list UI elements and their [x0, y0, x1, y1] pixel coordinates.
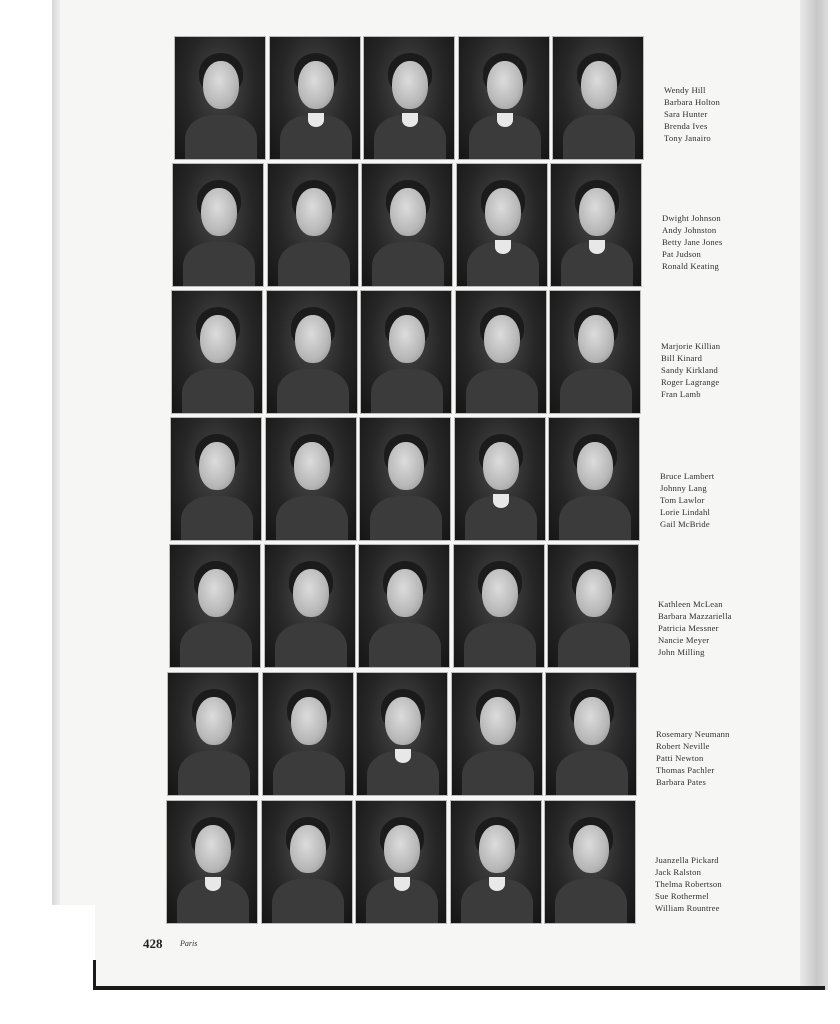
portrait-face	[480, 697, 516, 745]
portrait-collar	[589, 240, 605, 254]
portrait-torso	[278, 242, 350, 287]
portrait-collar	[308, 113, 324, 127]
portrait-face	[290, 825, 326, 873]
name-caption	[658, 598, 768, 658]
student-portrait	[359, 417, 451, 541]
student-portrait	[356, 672, 448, 796]
portrait-torso	[559, 496, 631, 541]
student-portrait	[363, 36, 455, 160]
student-portrait	[267, 163, 359, 287]
student-name: Gail McBride	[660, 519, 710, 529]
portrait-face	[576, 569, 612, 617]
student-name: Andy Johnston	[662, 225, 717, 235]
student-name: Thelma Robertson	[655, 879, 722, 889]
portrait-face	[296, 188, 332, 236]
student-portrait	[451, 672, 543, 796]
student-name: John Milling	[658, 647, 705, 657]
student-portrait	[454, 417, 546, 541]
portrait-torso	[556, 751, 628, 796]
student-name: Lorie Lindahl	[660, 507, 711, 517]
portrait-collar	[493, 494, 509, 508]
student-portrait	[361, 163, 453, 287]
student-portrait	[169, 544, 261, 668]
student-name: Barbara Holton	[664, 97, 721, 107]
portrait-face	[487, 61, 523, 109]
portrait-torso	[273, 751, 345, 796]
portrait-face	[479, 825, 515, 873]
portrait-torso	[563, 115, 635, 160]
scan-mask	[0, 905, 95, 995]
portrait-face	[388, 442, 424, 490]
portrait-collar	[205, 877, 221, 891]
portrait-face	[200, 315, 236, 363]
student-name: Johnny Lang	[660, 483, 707, 493]
portrait-face	[578, 315, 614, 363]
student-portrait	[266, 290, 358, 414]
portrait-face	[198, 569, 234, 617]
student-name: Patti Newton	[656, 753, 704, 763]
student-portrait	[550, 163, 642, 287]
portrait-torso	[276, 496, 348, 541]
portrait-face	[577, 442, 613, 490]
page-folio-label: Paris	[180, 939, 198, 948]
portrait-torso	[185, 115, 257, 160]
portrait-face	[390, 188, 426, 236]
portrait-face	[293, 569, 329, 617]
portrait-face	[298, 61, 334, 109]
portrait-torso	[464, 623, 536, 668]
portrait-collar	[394, 877, 410, 891]
portrait-face	[573, 825, 609, 873]
student-name: Nancie Meyer	[658, 635, 710, 645]
portrait-torso	[372, 242, 444, 287]
portrait-face	[199, 442, 235, 490]
page-number: 428	[143, 936, 163, 951]
student-portrait	[545, 672, 637, 796]
portrait-torso	[182, 369, 254, 414]
student-portrait	[552, 36, 644, 160]
portrait-torso	[178, 751, 250, 796]
student-name: Patricia Messner	[658, 623, 719, 633]
student-name: Barbara Pates	[656, 777, 707, 787]
name-caption	[662, 212, 772, 272]
student-name: Bill Kinard	[661, 353, 703, 363]
portrait-torso	[272, 879, 344, 924]
name-caption	[660, 470, 770, 530]
student-portrait	[360, 290, 452, 414]
student-name: Marjorie Killian	[661, 341, 721, 351]
student-name: Bruce Lambert	[660, 471, 715, 481]
portrait-face	[387, 569, 423, 617]
student-name: Kathleen McLean	[658, 599, 723, 609]
student-name: Fran Lamb	[661, 389, 701, 399]
page-edge-shadow	[800, 0, 828, 990]
portrait-torso	[369, 623, 441, 668]
student-name: Barbara Mazzariella	[658, 611, 732, 621]
student-portrait	[450, 800, 542, 924]
portrait-face	[389, 315, 425, 363]
student-portrait	[547, 544, 639, 668]
student-portrait	[174, 36, 266, 160]
portrait-face	[574, 697, 610, 745]
portrait-face	[484, 315, 520, 363]
student-name: Sue Rothermel	[655, 891, 709, 901]
portrait-face	[392, 61, 428, 109]
portrait-face	[195, 825, 231, 873]
student-name: Robert Neville	[656, 741, 710, 751]
student-portrait	[458, 36, 550, 160]
portrait-face	[203, 61, 239, 109]
portrait-face	[385, 697, 421, 745]
portrait-collar	[402, 113, 418, 127]
portrait-collar	[395, 749, 411, 763]
student-portrait	[544, 800, 636, 924]
portrait-torso	[180, 623, 252, 668]
student-name: Thomas Pachler	[656, 765, 715, 775]
student-portrait	[548, 417, 640, 541]
student-portrait	[453, 544, 545, 668]
portrait-face	[485, 188, 521, 236]
student-name: Rosemary Neumann	[656, 729, 730, 739]
portrait-torso	[560, 369, 632, 414]
portrait-collar	[489, 877, 505, 891]
student-name: Jack Ralston	[655, 867, 702, 877]
portrait-face	[294, 442, 330, 490]
student-name: Wendy Hill	[664, 85, 706, 95]
portrait-torso	[555, 879, 627, 924]
student-name: Ronald Keating	[662, 261, 719, 271]
portrait-face	[196, 697, 232, 745]
student-name: Betty Jane Jones	[662, 237, 723, 247]
student-portrait	[358, 544, 450, 668]
portrait-torso	[275, 623, 347, 668]
portrait-torso	[183, 242, 255, 287]
portrait-face	[291, 697, 327, 745]
student-portrait	[265, 417, 357, 541]
student-portrait	[456, 163, 548, 287]
portrait-face	[579, 188, 615, 236]
student-portrait	[170, 417, 262, 541]
student-name: Tony Janairo	[664, 133, 711, 143]
name-caption	[655, 854, 765, 914]
student-portrait	[167, 672, 259, 796]
name-caption	[664, 84, 774, 144]
student-portrait	[261, 800, 353, 924]
student-portrait	[171, 290, 263, 414]
portrait-face	[482, 569, 518, 617]
student-name: Pat Judson	[662, 249, 702, 259]
portrait-torso	[558, 623, 630, 668]
portrait-collar	[495, 240, 511, 254]
portrait-torso	[181, 496, 253, 541]
student-name: Juanzella Pickard	[655, 855, 719, 865]
name-caption	[661, 340, 771, 400]
portrait-torso	[462, 751, 534, 796]
portrait-face	[295, 315, 331, 363]
student-name: Dwight Johnson	[662, 213, 721, 223]
portrait-face	[201, 188, 237, 236]
student-portrait	[549, 290, 641, 414]
portrait-torso	[277, 369, 349, 414]
student-portrait	[262, 672, 354, 796]
scan-bottom-edge	[95, 986, 825, 990]
student-portrait	[455, 290, 547, 414]
portrait-torso	[466, 369, 538, 414]
student-name: William Rountree	[655, 903, 720, 913]
student-name: Brenda Ives	[664, 121, 708, 131]
portrait-torso	[371, 369, 443, 414]
portrait-face	[581, 61, 617, 109]
student-name: Sara Hunter	[664, 109, 708, 119]
student-name: Roger Lagrange	[661, 377, 720, 387]
portrait-face	[483, 442, 519, 490]
student-portrait	[269, 36, 361, 160]
student-portrait	[172, 163, 264, 287]
student-name: Sandy Kirkland	[661, 365, 718, 375]
portrait-collar	[497, 113, 513, 127]
student-portrait	[166, 800, 258, 924]
portrait-face	[384, 825, 420, 873]
portrait-torso	[370, 496, 442, 541]
student-portrait	[264, 544, 356, 668]
student-name: Tom Lawlor	[660, 495, 705, 505]
name-caption	[656, 728, 766, 788]
student-portrait	[355, 800, 447, 924]
